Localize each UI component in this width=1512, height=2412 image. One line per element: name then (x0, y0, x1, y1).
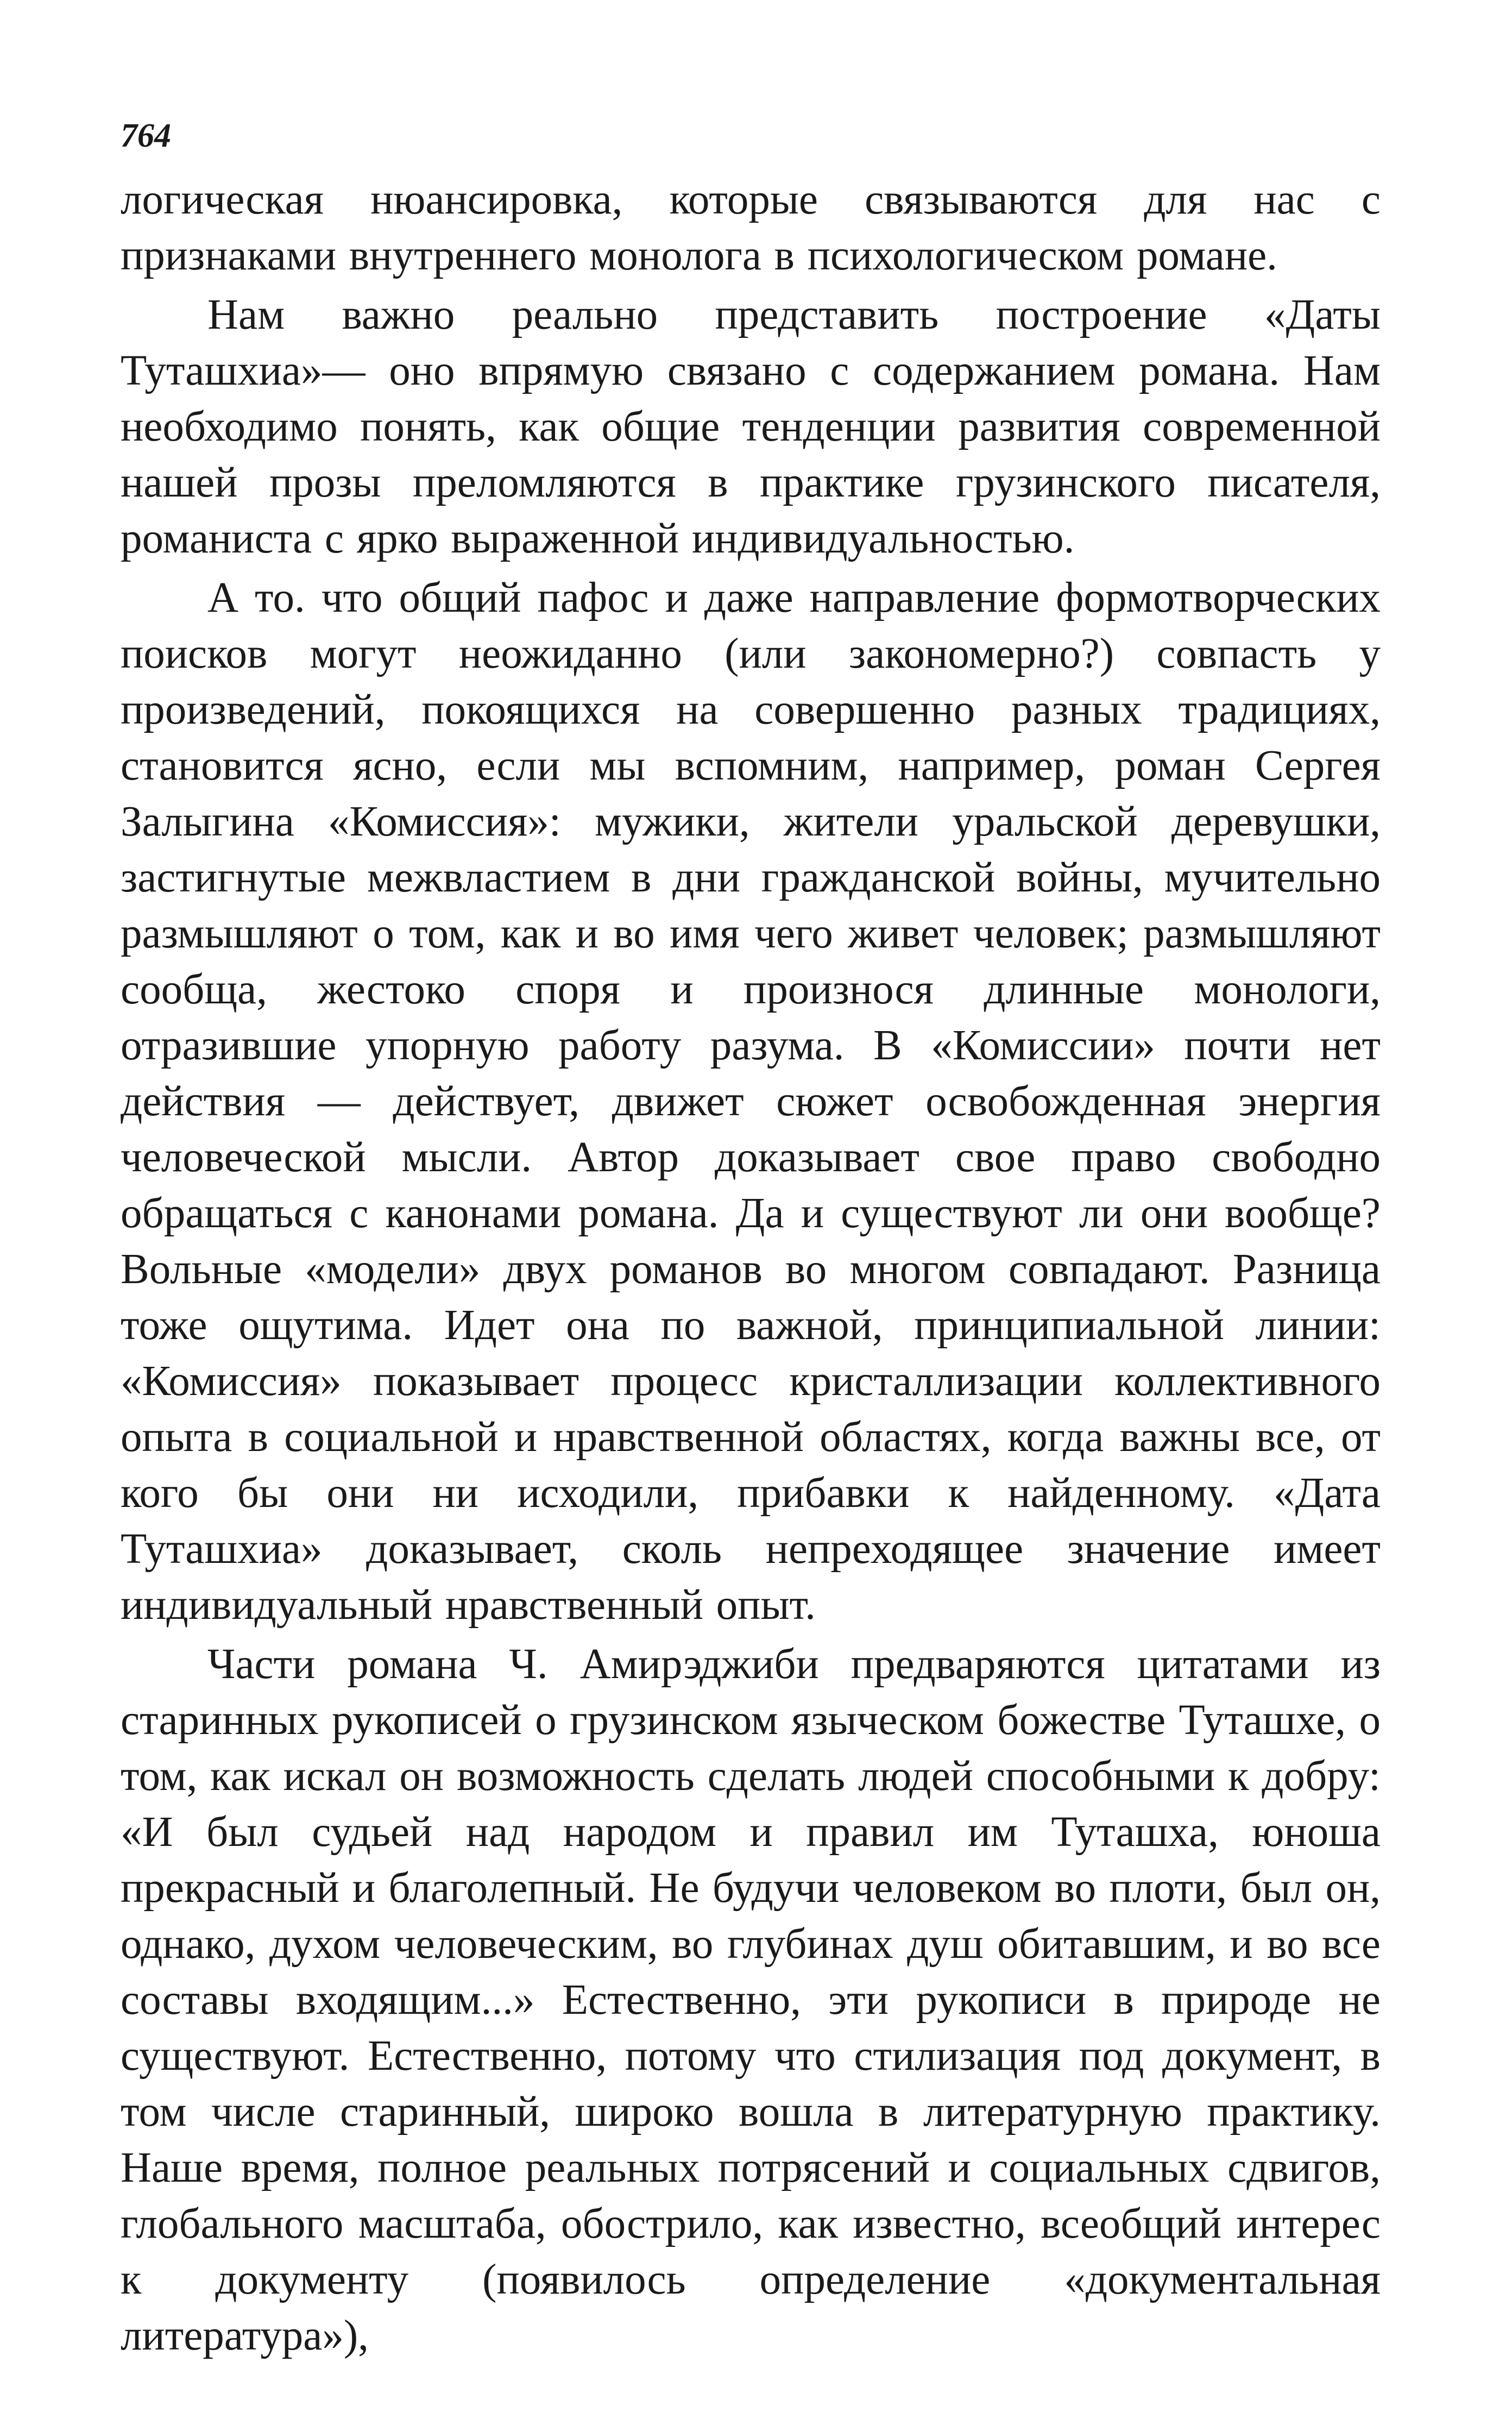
paragraph-tutashkha: Части романа Ч. Амирэджиби предваряются цитатами из старинных рукописей о грузинском языческом божестве Туташхе, о том, как искал он возможность сделать людей способными к добру: «И был судьей над народом и правил им Туташха, юноша прекрасный и благолепный. Не будучи человеком во плоти, был он, однако, духом человеческим, во глубинах душ обитавшим, и во все составы входящим...» Естественно, эти рукописи в природе не существуют. Естественно, потому что стилизация под документ, в том числе старинный, широко вошла в литературную практику. Наше время, полное реальных потрясений и социальных сдвигов, глобального масштаба, обострило, как известно, всеобщий интерес к документу (появилось определение «документальная литература»), (121, 1641, 1381, 2359)
book-page (121, 114, 1381, 2364)
paragraph-continuation: логическая нюансировка, которые связываются для нас с признаками внутреннего монолога в психологическом романе. (121, 176, 1381, 279)
paragraph-komissiya: А то. что общий пафос и даже направление формотворческих поисков могут неожиданно (или закономерно?) совпасть у произведений, покоящихся на совершенно разных традициях, становится ясно, если мы вспомним, например, роман Сергея Залыгина «Комиссия»: мужики, жители уральской деревушки, застигнутые межвластием в дни гражданской войны, мучительно размышляют о том, как и во имя чего живет человек; размышляют сообща, жестоко споря и произнося длинные монологи, отразившие упорную работу разума. В «Комиссии» почти нет действия — действует, движет сюжет освобожденная энергия человеческой мысли. Автор доказывает свое право свободно обращаться с канонами романа. Да и существуют ли они вообще? Вольные «модели» двух романов во многом совпадают. Разница тоже ощутима. Идет она по важной, принципиальной линии: «Комиссия» показывает процесс кристаллизации коллективного опыта в социальной и нравственной областях, когда важны все, от кого бы они ни исходили, прибавки к найденному. «Дата Туташхиа» доказывает, сколь непреходящее значение имеет индивидуальный нравственный опыт. (121, 574, 1381, 1629)
paragraph-structure: Нам важно реально представить построение «Даты Туташхиа»— оно впрямую связано с содержанием романа. Нам необходимо понять, как общие тенденции развития современной нашей прозы преломляются в практике грузинского писателя, романиста с ярко выраженной индивидуальностью. (121, 291, 1381, 562)
page-number: 764 (121, 117, 171, 154)
